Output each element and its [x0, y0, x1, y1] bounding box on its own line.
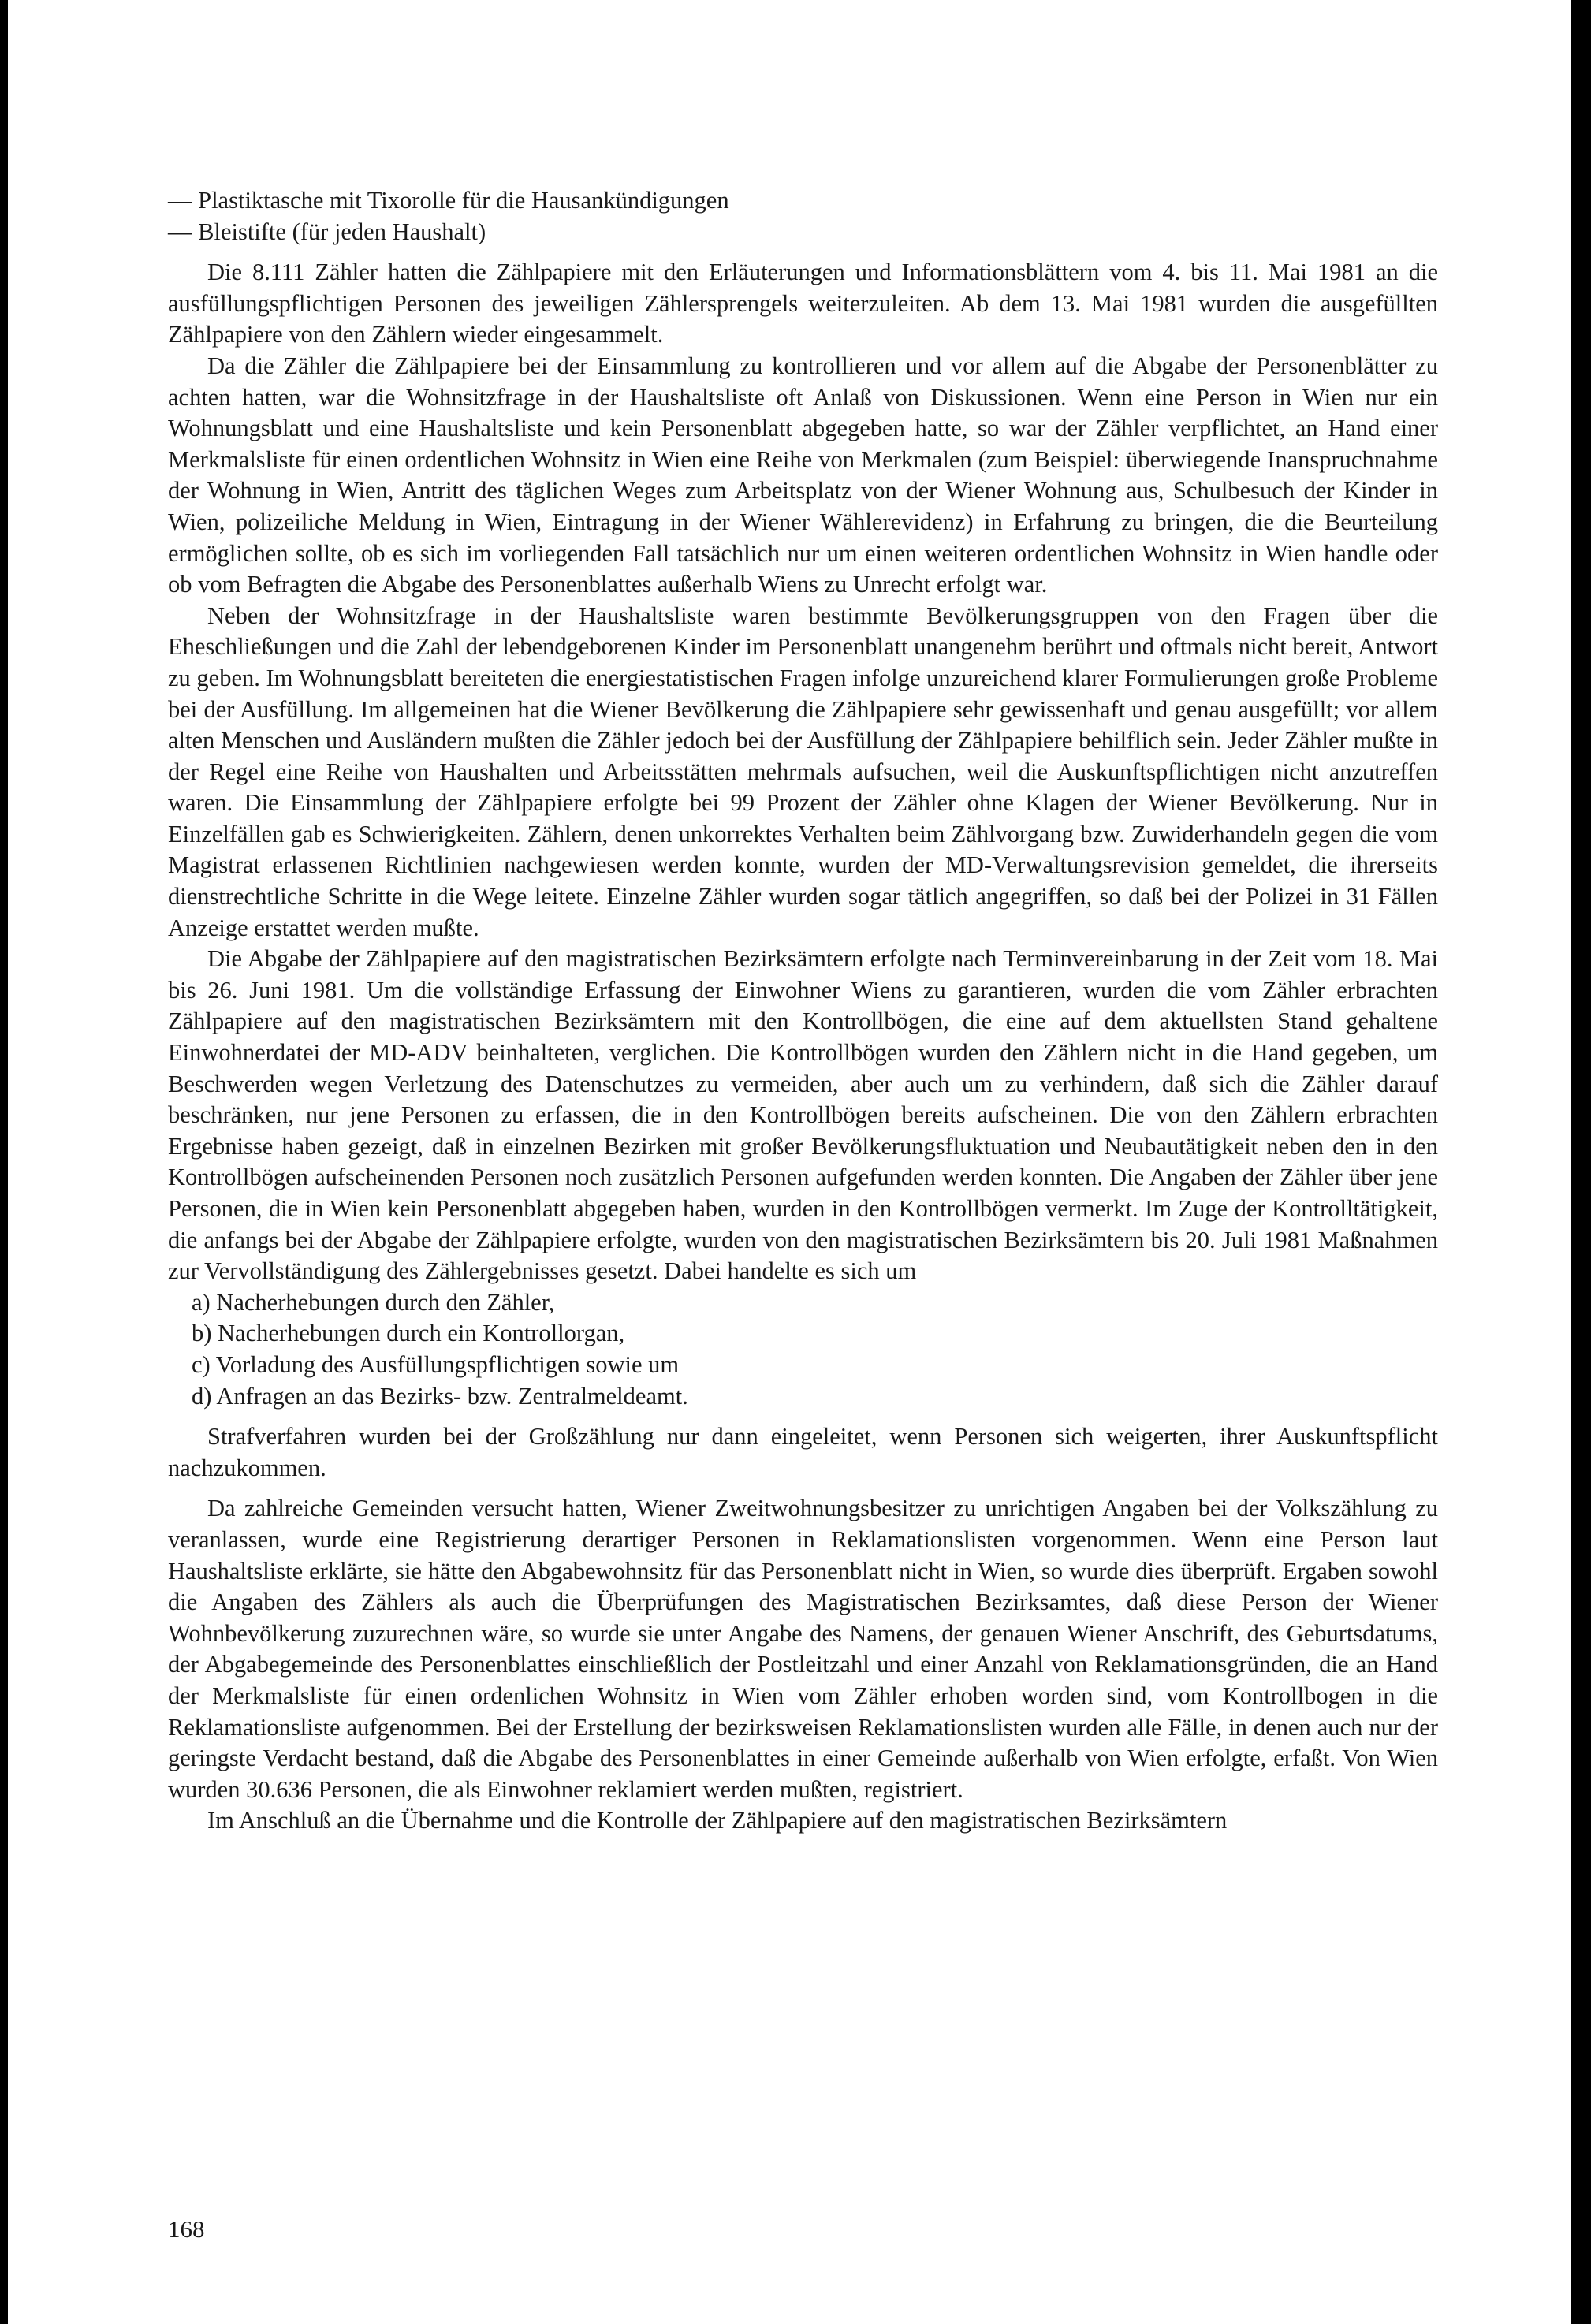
paragraph: Die 8.111 Zähler hatten die Zählpapiere mit den Erläuterungen und Informationsblättern vom 4. bis 11. Mai 1981 an die ausfüllungspflichtigen Personen des jeweiligen Zählersprengels weiterzuleiten. Ab dem 13. Mai 1981 wurden die ausgefüllten Zählpapiere von den Zählern wieder eingesammelt.	[168, 259, 1438, 348]
page-number: 168	[168, 2215, 205, 2243]
list-item: b) Nacherhebungen durch ein Kontrollorgan,	[192, 1320, 625, 1347]
paragraph: Da die Zähler die Zählpapiere bei der Einsammlung zu kontrollieren und vor allem auf die Abgabe der Personenblätter zu achten hatten, war die Wohnsitzfrage in der Haushaltsliste oft Anlaß von Diskussionen. Wenn eine Person in Wien nur ein Wohnungsblatt und eine Haushaltsliste und kein Personenblatt abgegeben hatte, so war der Zähler verpflichtet, an Hand einer Merkmalsliste für einen ordentlichen Wohnsitz in Wien eine Reihe von Merkmalen (zum Beispiel: überwiegende Inanspruchnahme der Wohnung in Wien, Antritt des täglichen Weges zum Arbeitsplatz von der Wiener Wohnung aus, Schulbesuch der Kinder in Wien, polizeiliche Meldung in Wien, Eintragung in der Wiener Wählerevidenz) in Erfahrung zu bringen, die die Beurteilung ermöglichen sollte, ob es sich im vorliegenden Fall tatsächlich nur um einen weiteren ordentlichen Wohnsitz in Wien handle oder ob vom Befragten die Abgabe des Personenblattes außerhalb Wiens zu Unrecht erfolgt war.	[168, 352, 1438, 598]
paragraph: Strafverfahren wurden bei der Großzählung nur dann eingeleitet, wenn Personen sich weigerten, ihrer Auskunftspflicht nachzukommen.	[168, 1423, 1438, 1481]
list-item: c) Vorladung des Ausfüllungspflichtigen sowie um	[192, 1350, 680, 1378]
paragraph: Neben der Wohnsitzfrage in der Haushaltsliste waren bestimmte Bevölkerungsgruppen von den Fragen über die Eheschließungen und die Zahl der lebendgeborenen Kinder im Personenblatt unangenehm berührt und oftmals nicht bereit, Antwort zu geben. Im Wohnungsblatt bereiteten die energiestatistischen Fragen infolge unzureichend klarer Formulierungen große Probleme bei der Ausfüllung. Im allgemeinen hat die Wiener Bevölkerung die Zählpapiere sehr gewissenhaft und genau ausgefüllt; vor allem alten Menschen und Ausländern mußten die Zähler jedoch bei der Ausfüllung der Zählpapiere behilflich sein. Jeder Zähler mußte in der Regel eine Reihe von Haushalten und Arbeitsstätten mehrmals aufsuchen, weil die Auskunftspflichtigen nicht anzutreffen waren. Die Einsammlung der Zählpapiere erfolgte bei 99 Prozent der Zähler ohne Klagen der Wiener Bevölkerung. Nur in Einzelfällen gab es Schwierigkeiten. Zählern, denen unkorrektes Verhalten beim Zählvorgang bzw. Zuwiderhandeln gegen die vom Magistrat erlassenen Richtlinien nachgewiesen werden konnte, wurden der MD-Verwaltungsrevision gemeldet, die ihrerseits dienstrechtliche Schritte in die Wege leitete. Einzelne Zähler wurden sogar tätlich angegriffen, so daß bei der Polizei in 31 Fällen Anzeige erstattet werden mußte.	[168, 601, 1438, 941]
paragraph: Im Anschluß an die Übernahme und die Kontrolle der Zählpapiere auf den magistratischen Bezirksämtern	[207, 1807, 1228, 1834]
dash-item: — Plastiktasche mit Tixorolle für die Hausankündigungen	[168, 187, 729, 214]
list-item: a) Nacherhebungen durch den Zähler,	[192, 1288, 555, 1316]
dash-item: — Bleistifte (für jeden Haushalt)	[168, 218, 486, 245]
paragraph: Da zahlreiche Gemeinden versucht hatten, Wiener Zweitwohnungsbesitzer zu unrichtigen Angaben bei der Volkszählung zu veranlassen, wurde eine Registrierung derartiger Personen in Reklamationslisten vorgenommen. Wenn eine Person laut Haushaltsliste erklärte, sie hätte den Abgabewohnsitz für das Personenblatt nicht in Wien, so wurde dies überprüft. Ergaben sowohl die Angaben des Zählers als auch die Überprüfungen des Magistratischen Bezirksamtes, daß diese Person der Wiener Wohnbevölkerung zuzurechnen wäre, so wurde sie unter Angabe des Namens, der genauen Wiener Anschrift, des Geburtsdatums, der Abgabegemeinde des Personenblattes einschließlich der Postleitzahl und einer Anzahl von Reklamationsgründen, die an Hand der Merkmalsliste für einen ordenlichen Wohnsitz in Wien vom Zähler erhoben worden sind, vom Kontrollbogen in die Reklamationsliste aufgenommen. Bei der Erstellung der bezirksweisen Reklamationslisten wurden alle Fälle, in denen auch nur der geringste Verdacht bestand, daß die Abgabe des Personenblattes in einer Gemeinde außerhalb von Wien erfolgte, erfaßt. Von Wien wurden 30.636 Personen, die als Einwohner reklamiert werden mußten, registriert.	[168, 1495, 1438, 1803]
page-sheet	[8, 0, 1571, 2324]
list-item: d) Anfragen an das Bezirks- bzw. Zentralmeldeamt.	[192, 1382, 688, 1410]
body-text	[168, 185, 1438, 1837]
paragraph: Die Abgabe der Zählpapiere auf den magistratischen Bezirksämtern erfolgte nach Terminvereinbarung in der Zeit vom 18. Mai bis 26. Juni 1981. Um die vollständige Erfassung der Einwohner Wiens zu garantieren, wurden die vom Zähler erbrachten Zählpapiere auf den magistratischen Bezirksämtern mit den Kontrollbögen, die eine auf dem aktuellsten Stand gehaltene Einwohnerdatei der MD-ADV beinhalteten, verglichen. Die Kontrollbögen wurden den Zählern nicht in die Hand gegeben, um Beschwerden wegen Verletzung des Datenschutzes zu vermeiden, aber auch um zu verhindern, daß sich die Zähler darauf beschränken, nur jene Personen zu erfassen, die in den Kontrollbögen bereits aufscheinen. Die von den Zählern erbrachten Ergebnisse haben gezeigt, daß in einzelnen Bezirken mit großer Bevölkerungsfluktuation und Neubautätigkeit neben den in den Kontrollbögen aufscheinenden Personen noch zusätzlich Personen aufgefunden werden konnten. Die Angaben der Zähler über jene Personen, die in Wien kein Personenblatt abgegeben haben, wurden in den Kontrollbögen vermerkt. Im Zuge der Kontrolltätigkeit, die anfangs bei der Abgabe der Zählpapiere erfolgte, wurden von den magistratischen Bezirksämtern bis 20. Juli 1981 Maßnahmen zur Vervollständigung des Zählergebnisses gesetzt. Dabei handelte es sich um	[168, 945, 1438, 1285]
